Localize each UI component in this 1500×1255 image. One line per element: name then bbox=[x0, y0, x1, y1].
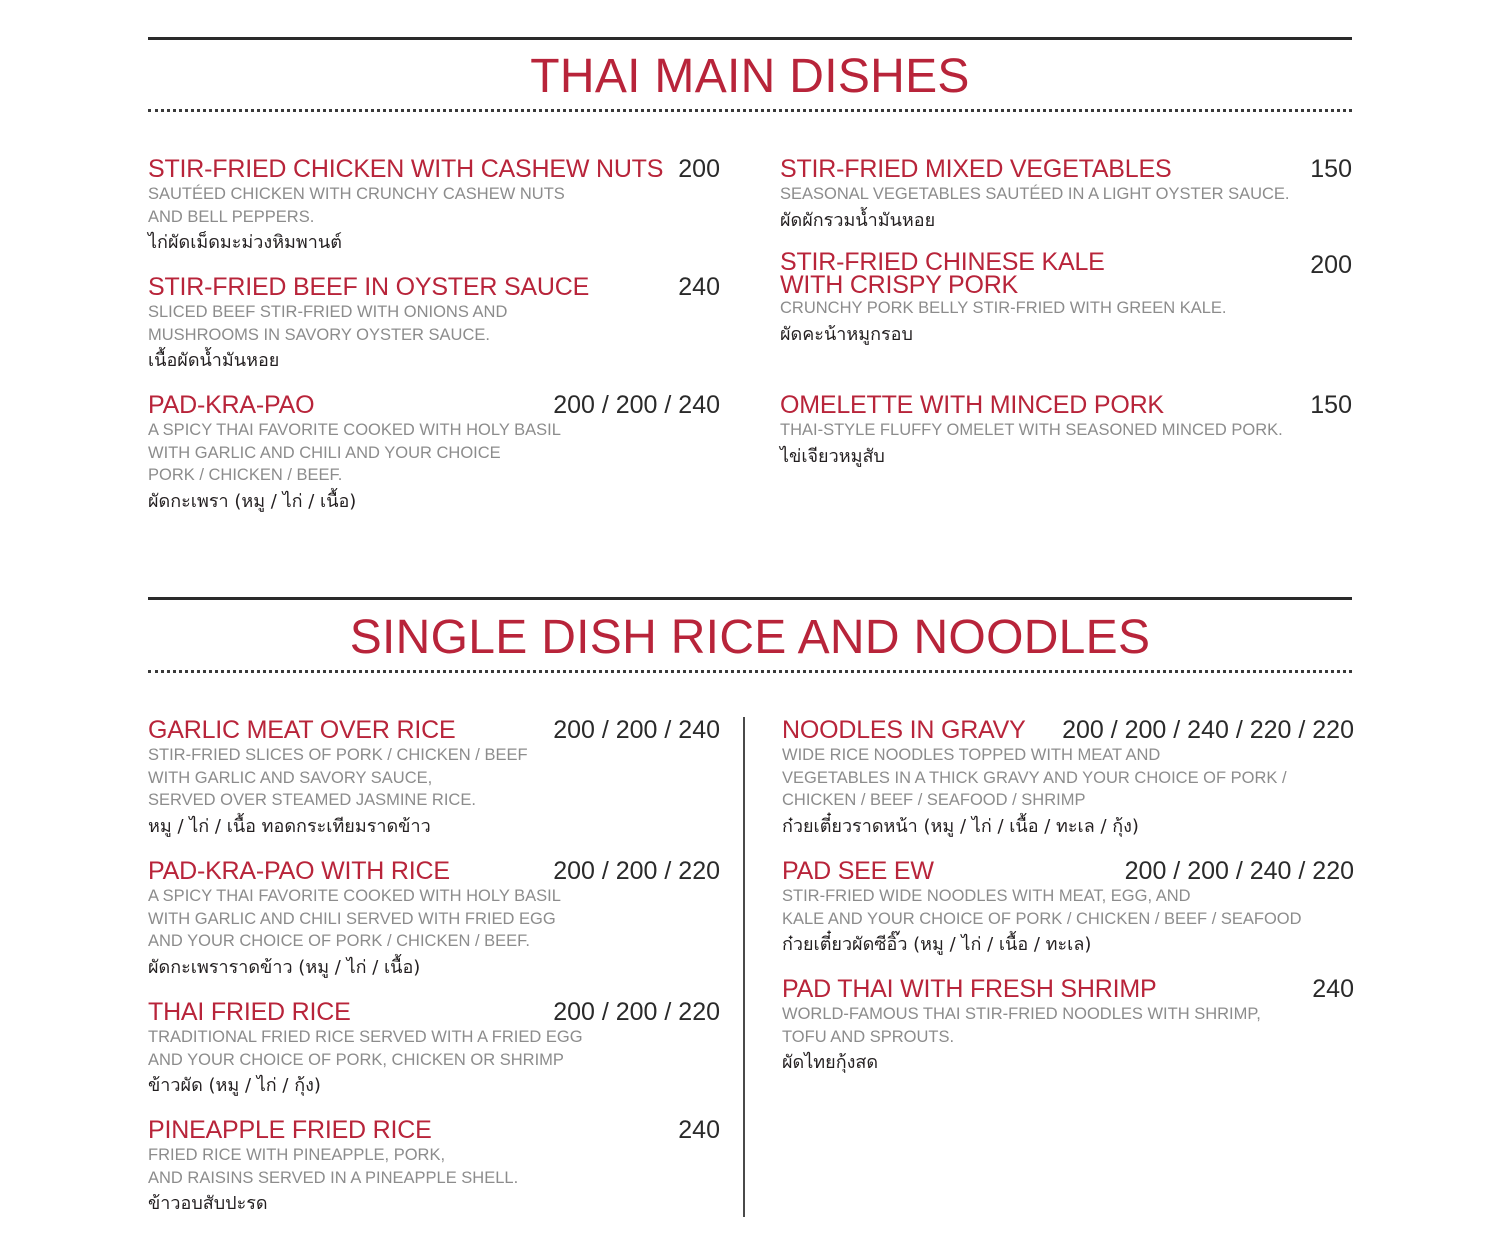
item-name: STIR-FRIED CHICKEN WITH CASHEW NUTS bbox=[148, 155, 664, 183]
item-description: WIDE RICE NOODLES TOPPED WITH MEAT AND VEGETABLES IN A THICK GRAVY AND YOUR CHOICE OF PORK / CHICKEN / BEEF / SEAFOOD / SHRIMP bbox=[782, 746, 1287, 810]
item-description: WORLD-FAMOUS THAI STIR-FRIED NOODLES WITH SHRIMP, TOFU AND SPROUTS. bbox=[782, 1005, 1261, 1046]
section-title: THAI MAIN DISHES bbox=[530, 50, 970, 103]
item-price: 200 / 200 / 240 / 220 bbox=[1124, 857, 1354, 885]
item-name: NOODLES IN GRAVY bbox=[782, 716, 1026, 744]
item-description: SLICED BEEF STIR-FRIED WITH ONIONS AND MUSHROOMS IN SAVORY OYSTER SAUCE. bbox=[148, 303, 508, 344]
column-left bbox=[148, 155, 720, 535]
menu-item bbox=[782, 975, 1354, 1077]
item-price: 150 bbox=[1310, 155, 1352, 183]
menu-item bbox=[148, 998, 720, 1100]
item-thai-name: ผัดไทยกุ้งสด bbox=[782, 1052, 879, 1074]
item-name: THAI FRIED RICE bbox=[148, 998, 351, 1026]
item-price: 200 bbox=[678, 155, 720, 183]
menu-item bbox=[780, 248, 1352, 349]
item-name: STIR-FRIED MIXED VEGETABLES bbox=[780, 155, 1172, 183]
item-thai-name: เนื้อผัดน้ำมันหอย bbox=[148, 350, 280, 372]
item-price: 240 bbox=[1312, 975, 1354, 1003]
section-top-rule bbox=[148, 597, 1352, 600]
item-description: SAUTÉED CHICKEN WITH CRUNCHY CASHEW NUTS AND BELL PEPPERS. bbox=[148, 185, 565, 226]
item-name: PAD THAI WITH FRESH SHRIMP bbox=[782, 975, 1157, 1003]
item-price: 240 bbox=[678, 273, 720, 301]
item-price: 200 / 200 / 240 / 220 / 220 bbox=[1062, 716, 1354, 744]
item-description: A SPICY THAI FAVORITE COOKED WITH HOLY BASIL WITH GARLIC AND CHILI AND YOUR CHOICE PORK / CHICKEN / BEEF. bbox=[148, 421, 561, 485]
item-description: THAI-STYLE FLUFFY OMELET WITH SEASONED MINCED PORK. bbox=[780, 421, 1283, 439]
menu-item bbox=[148, 273, 720, 375]
section-title: SINGLE DISH RICE AND NOODLES bbox=[349, 611, 1151, 664]
item-price: 200 bbox=[1310, 251, 1352, 279]
item-price: 200 / 200 / 240 bbox=[553, 716, 720, 744]
item-description: FRIED RICE WITH PINEAPPLE, PORK, AND RAISINS SERVED IN A PINEAPPLE SHELL. bbox=[148, 1146, 519, 1187]
item-price: 200 / 200 / 240 bbox=[553, 391, 720, 419]
menu-item bbox=[148, 1116, 720, 1218]
column-divider bbox=[743, 717, 745, 1217]
item-thai-name: ผัดคะน้าหมูกรอบ bbox=[780, 323, 913, 345]
menu-item bbox=[148, 857, 720, 982]
section-dotted-divider bbox=[148, 670, 1352, 673]
item-thai-name: ผัดกะเพราราดข้าว (หมู / ไก่ / เนื้อ) bbox=[148, 956, 421, 978]
item-price: 240 bbox=[678, 1116, 720, 1144]
item-price: 200 / 200 / 220 bbox=[553, 857, 720, 885]
item-thai-name: ก๋วยเตี๋ยวผัดซีอิ๊ว (หมู / ไก่ / เนื้อ / ทะเล) bbox=[782, 934, 1092, 956]
item-thai-name: ข้าวผัด (หมู / ไก่ / กุ้ง) bbox=[148, 1075, 321, 1097]
item-name: PAD-KRA-PAO bbox=[148, 391, 315, 419]
item-description: A SPICY THAI FAVORITE COOKED WITH HOLY BASIL WITH GARLIC AND CHILI SERVED WITH FRIED EGG AND YOUR CHOICE OF PORK / CHICKEN / BEEF. bbox=[148, 887, 561, 951]
item-description: SEASONAL VEGETABLES SAUTÉED IN A LIGHT OYSTER SAUCE. bbox=[780, 185, 1290, 203]
column-left bbox=[148, 716, 720, 1216]
section-single-dish-rice-noodles bbox=[148, 597, 1352, 677]
menu-item bbox=[780, 391, 1352, 471]
menu-item bbox=[782, 857, 1354, 959]
item-name: PAD SEE EW bbox=[782, 857, 934, 885]
item-thai-name: ผัดผักรวมน้ำมันหอย bbox=[780, 209, 936, 231]
section-top-rule bbox=[148, 37, 1352, 40]
item-description: STIR-FRIED WIDE NOODLES WITH MEAT, EGG, AND KALE AND YOUR CHOICE OF PORK / CHICKEN / BEEF / SEAFOOD bbox=[782, 887, 1302, 928]
item-description: CRUNCHY PORK BELLY STIR-FRIED WITH GREEN KALE. bbox=[780, 299, 1227, 317]
menu-item bbox=[780, 155, 1352, 235]
item-thai-name: ไข่เจียวหมูสับ bbox=[780, 445, 885, 467]
menu-item bbox=[148, 391, 720, 516]
item-thai-name: หมู / ไก่ / เนื้อ ทอดกระเทียมราดข้าว bbox=[148, 815, 431, 837]
item-price: 150 bbox=[1310, 391, 1352, 419]
item-name: GARLIC MEAT OVER RICE bbox=[148, 716, 456, 744]
menu-item bbox=[782, 716, 1354, 841]
item-description: TRADITIONAL FRIED RICE SERVED WITH A FRIED EGG AND YOUR CHOICE OF PORK, CHICKEN OR SHRIMP bbox=[148, 1028, 583, 1069]
item-thai-name: ก๋วยเตี๋ยวราดหน้า (หมู / ไก่ / เนื้อ / ทะเล / กุ้ง) bbox=[782, 815, 1139, 837]
item-price: 200 / 200 / 220 bbox=[553, 998, 720, 1026]
column-right bbox=[780, 155, 1352, 535]
menu-item bbox=[148, 155, 720, 257]
item-name: PINEAPPLE FRIED RICE bbox=[148, 1116, 432, 1144]
item-name: PAD-KRA-PAO WITH RICE bbox=[148, 857, 450, 885]
item-thai-name: ไก่ผัดเม็ดมะม่วงหิมพานต์ bbox=[148, 232, 342, 254]
item-thai-name: ผัดกะเพรา (หมู / ไก่ / เนื้อ) bbox=[148, 490, 357, 512]
column-right bbox=[782, 716, 1354, 1116]
item-name: OMELETTE WITH MINCED PORK bbox=[780, 391, 1164, 419]
item-name: STIR-FRIED BEEF IN OYSTER SAUCE bbox=[148, 273, 590, 301]
menu-item bbox=[148, 716, 720, 841]
item-description: STIR-FRIED SLICES OF PORK / CHICKEN / BEEF WITH GARLIC AND SAVORY SAUCE, SERVED OVER STEAMED JASMINE RICE. bbox=[148, 746, 528, 810]
item-thai-name: ข้าวอบสับปะรด bbox=[148, 1193, 268, 1215]
section-dotted-divider bbox=[148, 109, 1352, 112]
item-name: STIR-FRIED CHINESE KALE WITH CRISPY PORK bbox=[780, 248, 1105, 299]
